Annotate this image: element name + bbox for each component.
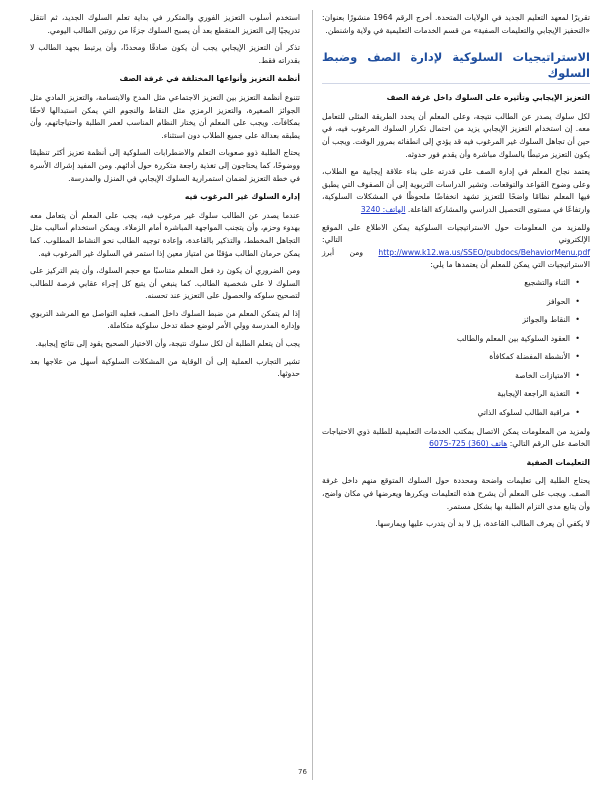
list-item: • مراقبة الطالب لسلوكه الذاتي bbox=[322, 407, 578, 420]
paragraph: لكل سلوك يصدر عن الطالب نتيجة، وعلى المعلم أن يحدد الطريقة المثلى للتعامل معه. إن استخدام التعزيز الإيجابي يزيد من احتمال تكرار السلوك المرغوب فيه، في حين أن تجاهل السلوك غير المرغوب فيه قد يؤدي إلى انطفائه بمرور الوقت. ويجب أن يكون التعزيز مرتبطًا بالسلوك مباشرة وأن يقدم فور حدوثه. bbox=[322, 111, 590, 159]
right-column bbox=[322, 12, 590, 536]
paragraph: ومن الضروري أن يكون رد فعل المعلم متناسبًا مع حجم السلوك، وأن يتم التركيز على السلوك لا على شخصية الطالب. كما ينبغي أن يتبع كل إجراء عقابي فرصة للطالب لتصحيح سلوكه والحصول على التعزيز عند تحسنه. bbox=[30, 266, 300, 301]
paragraph: تذكر أن التعزيز الإيجابي يجب أن يكون صادقًا ومحددًا، وأن يرتبط بجهد الطالب لا بقدراته فقط. bbox=[30, 43, 300, 65]
page-number: 76 bbox=[298, 768, 307, 776]
positive-reinforcement-heading: التعزيز الإيجابي وتأثيره على السلوك داخل غرفة الصف bbox=[386, 93, 590, 103]
paragraph: يجب أن يتعلم الطلبة أن لكل سلوك نتيجة، وأن الاختيار الصحيح يقود إلى نتائج إيجابية. bbox=[35, 339, 300, 349]
behavior-management-heading: إدارة السلوك غير المرغوب فيه bbox=[184, 192, 300, 202]
paragraph-text: ولمزيد من المعلومات يمكن الاتصال بمكتب الخدمات التعليمية للطلبة ذوي الاحتياجات الخاصة على الرقم التالي: bbox=[322, 426, 590, 449]
bullet-icon: • bbox=[575, 333, 580, 343]
paragraph: يحتاج الطلبة إلى تعليمات واضحة ومحددة حول السلوك المتوقع منهم داخل غرفة الصف. ويجب على المعلم أن يشرح هذه التعليمات ويكررها ويعرضها في مكان واضح، وأن يتابع مدى التزام الطلبة بها بشكل مستمر. bbox=[322, 476, 590, 511]
paragraph: إذا لم يتمكن المعلم من ضبط السلوك داخل الصف، فعليه التواصل مع المرشد التربوي وإدارة المدرسة وولي الأمر لوضع خطة تدخل سلوكية متكاملة. bbox=[30, 308, 300, 331]
paragraph bbox=[322, 426, 590, 451]
paragraph bbox=[322, 166, 590, 216]
list-item: • العقود السلوكية بين المعلم والطالب bbox=[322, 333, 578, 346]
list-item: • الأنشطة المفضلة كمكافأة bbox=[322, 351, 578, 364]
bullet-icon: • bbox=[575, 408, 580, 418]
paragraph: عندما يصدر عن الطالب سلوك غير مرغوب فيه، يجب على المعلم أن يتعامل معه بهدوء وحزم، وأن يتجنب المواجهة المباشرة أمام الزملاء. ويمكن استخدام أساليب مثل التجاهل المخطط، والتذكير بالقاعدة، وإعادة توجيه الطالب نحو النشاط المطلوب. كما يمكن حرمان الطالب مؤقتًا من امتياز معين إذا استمر في السلوك غير المرغوب فيه. bbox=[30, 210, 300, 258]
strategy-list bbox=[322, 277, 590, 420]
list-item: • النقاط والجوائز bbox=[322, 314, 578, 327]
column-divider bbox=[312, 10, 313, 780]
bullet-icon: • bbox=[575, 296, 580, 306]
bullet-icon: • bbox=[575, 277, 580, 287]
paragraph bbox=[322, 222, 590, 272]
reinforcement-systems-heading: أنظمة التعزيز وأنواعها المختلفة في غرفة الصف bbox=[119, 74, 300, 84]
bullet-icon: • bbox=[575, 389, 580, 399]
paragraph: استخدم أسلوب التعزيز الفوري والمتكرر في بداية تعلم السلوك الجديد، ثم انتقل تدريجيًا إلى التعزيز المتقطع بعد أن يصبح السلوك جزءًا من روتين الطالب اليومي. bbox=[30, 13, 300, 35]
paragraph: تتنوع أنظمة التعزيز بين التعزيز الاجتماعي مثل المدح والابتسامة، والتعزيز المادي مثل الجوائز الصغيرة، والتعزيز الرمزي مثل النقاط والنجوم التي يمكن استبدالها لاحقًا بمكافآت. ويجب على المعلم أن يختار النظام المناسب لعمر الطلبة واحتياجاتهم، وأن يطبقه بعدالة على جميع الطلاب دون استثناء. bbox=[30, 92, 300, 140]
paragraph-text: وللمزيد من المعلومات حول الاستراتيجيات السلوكية يمكن الاطلاع على الموقع الإلكتروني التالي: bbox=[322, 222, 590, 245]
phone-link[interactable]: الهاتف: 3240 bbox=[360, 204, 406, 214]
bullet-icon: • bbox=[575, 370, 580, 380]
classroom-instructions-heading: التعليمات الصفية bbox=[526, 457, 590, 467]
left-column bbox=[30, 12, 300, 386]
list-item: • الحوافز bbox=[322, 296, 578, 309]
paragraph-text: يعتمد نجاح المعلم في إدارة الصف على قدرته على بناء علاقة إيجابية مع الطلاب، وعلى وضوح القواعد والتوقعات. وتشير الدراسات التربوية إلى أن الصفوف التي يطبق فيها المعلم نظامًا واضحًا للتعزيز تشهد انخفاضًا ملحوظًا في المشكلات السلوكية، وارتفاعًا في مستوى التحصيل الدراسي والمشاركة الفاعلة. bbox=[322, 167, 590, 214]
paragraph: تشير التجارب العملية إلى أن الوقاية من المشكلات السلوكية أسهل من علاجها بعد حدوثها. bbox=[30, 356, 300, 379]
bullet-icon: • bbox=[575, 352, 580, 362]
list-item: • الامتيازات الخاصة bbox=[322, 370, 578, 383]
paragraph-text: ومن أبرز الاستراتيجيات التي يمكن للمعلم أن يعتمدها ما يلي: bbox=[322, 247, 590, 270]
phone-link[interactable]: هاتف (360) 725-6075 bbox=[429, 439, 508, 449]
paragraph: يحتاج الطلبة ذوو صعوبات التعلم والاضطرابات السلوكية إلى أنظمة تعزيز أكثر تنظيمًا ووضوحًا، كما يحتاجون إلى تغذية راجعة متكررة حول أدائهم. ومن المفيد إشراك الأسرة في خطة التعزيز لضمان استمرارية السلوك الإيجابي في المنزل والمدرسة. bbox=[30, 148, 300, 183]
bullet-icon: • bbox=[575, 315, 580, 325]
list-item: • الثناء والتشجيع bbox=[322, 277, 578, 290]
list-item: • التغذية الراجعة الإيجابية bbox=[322, 388, 578, 401]
intro-paragraph: تقريرًا لمعهد التعليم الجديد في الولايات المتحدة. أخرج الرقم 1964 منشورًا بعنوان: «التحفيز الإيجابي والتعليمات الصفية» من قسم الخدمات التعليمية في ولاية واشنطن. bbox=[322, 13, 591, 35]
paragraph: لا يكفي أن يعرف الطالب القاعدة، بل لا بد أن يتدرب عليها ويمارسها. bbox=[375, 519, 590, 529]
main-heading: الاستراتيجيات السلوكية لإدارة الصف وضبط السلوك bbox=[322, 47, 590, 84]
url-link[interactable]: http://www.k12.wa.us/SSEO/pubdocs/BehaviorMenu.pdf bbox=[378, 247, 590, 257]
